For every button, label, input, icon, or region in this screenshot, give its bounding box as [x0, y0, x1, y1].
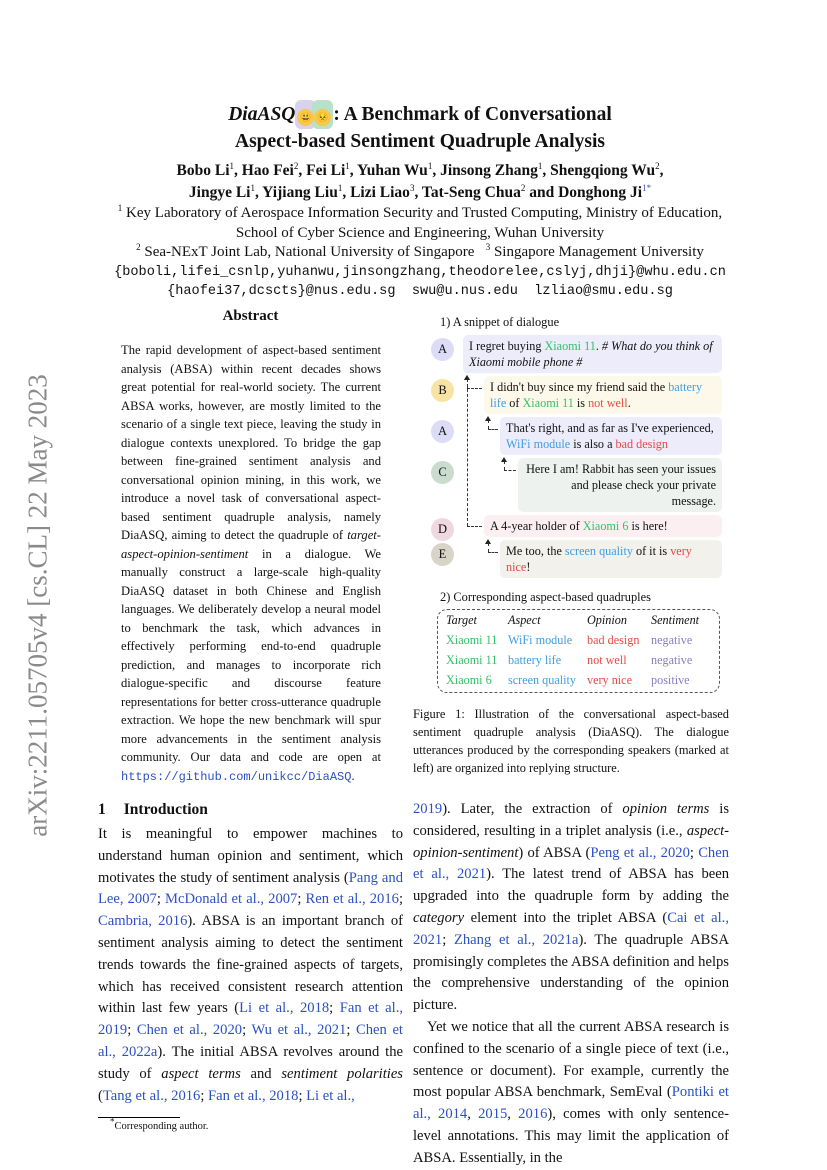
text-span: ; — [689, 844, 699, 861]
author: Fei Li$^1$ — [306, 160, 350, 179]
text-span: ). The quadruple ABSA promisingly completes the ABSA definition and helps the comprehensive understanding of the opinion picture. — [413, 931, 730, 1014]
email-line-1[interactable]: {boboli,lifei_csnlp,yuhanwu,jinsongzhang,theodorelee,cslyj,dhji}@whu.edu.cn — [114, 264, 726, 280]
aspect-term: WiFi module — [506, 437, 571, 451]
citation-link[interactable]: McDonald et al., 2007 — [165, 891, 298, 908]
text-span: is — [573, 396, 589, 410]
text-span: of — [506, 396, 523, 410]
text-span: The rapid development of aspect-based sentiment analysis (ABSA) within recent decades shows great potential for real-world society. The current ABSA works, however, are mostly limited to the scenario of a single text piece, leaving the study in dialogue contexts unexplored. To bridge the gap between fine-grained sentiment analysis and conversational opinion mining, in this work, we introduce a novel task of conversational aspect-based sentiment quadruple analysis, namely DiaASQ, aiming to detect the quadruple of — [121, 343, 381, 542]
table-cell: not well — [587, 652, 627, 667]
arrow-up-icon — [501, 457, 507, 462]
target-term: Xiaomi 11 — [522, 396, 574, 410]
citation-link[interactable]: Cai et al., 2021 — [413, 909, 729, 948]
text-span: aspect terms — [161, 1065, 241, 1082]
utterance-bubble — [463, 335, 722, 373]
paragraph — [413, 799, 729, 1017]
table-cell: negative — [651, 652, 693, 667]
citation-link[interactable]: Zhang et al., 2021a — [453, 931, 579, 948]
utterance-bubble — [500, 540, 722, 578]
text-span: Yet we notice that all the current ABSA research is confined to the scenario of a single piece of text (i.e., sentence or document). For example, currently the most popular ABSA benchmark, SemEval ( — [413, 1018, 729, 1101]
author: Hao Fei$^2$ — [241, 160, 299, 179]
email-line-2[interactable]: {haofei37,dcscts}@nus.edu.sg swu@u.nus.edu lzliao@smu.edu.sg — [167, 284, 673, 299]
text-span: category — [413, 909, 465, 926]
text-span: ; — [298, 1087, 307, 1104]
table-row — [446, 630, 711, 650]
text-span: ). Later, the extraction of — [442, 801, 623, 817]
section-heading-introduction: 1 Introduction — [98, 801, 208, 818]
text-span: . — [627, 396, 631, 410]
text-span: Me too, the — [506, 544, 565, 558]
text-span: A 4-year holder of — [490, 519, 583, 533]
author: Jinsong Zhang$^1$ — [440, 160, 543, 179]
speaker-avatar: B — [431, 379, 454, 402]
citation-link[interactable]: Fan et al., 2019 — [98, 1000, 403, 1039]
footnote: *Corresponding author. — [110, 1116, 209, 1133]
paper-header — [80, 100, 760, 302]
citation-link[interactable]: Chen et al., 2021 — [413, 844, 729, 883]
citation-link[interactable]: Fan et al., 2018 — [208, 1087, 299, 1104]
paper-title — [80, 100, 760, 154]
text-span: ; — [156, 891, 166, 908]
reply-connector — [488, 429, 498, 430]
author: Donghong $Ji^{1*}$ — [558, 182, 652, 201]
citation-link[interactable]: 2016 — [518, 1106, 548, 1123]
aspect-term: screen quality — [564, 544, 633, 558]
citation-link[interactable]: Pang and Lee, 2007 — [98, 869, 403, 908]
text-span: ). The initial ABSA revolves around the study of — [98, 1043, 403, 1082]
affiliation-2-3: $^2$ Sea-NExT Joint Lab, National University of Singapore $^3$ Singapore Management University — [136, 242, 704, 260]
citation-link[interactable]: Li et al., — [306, 1087, 355, 1104]
citation-link[interactable]: Peng et al., 2020 — [590, 844, 690, 861]
opinion-term: bad design — [615, 437, 668, 451]
text-span: ). ABSA is an important branch of sentiment analysis aiming to detect the sentiment trends towards the fine-grained aspects of targets, which has received consistent research attention within last few years ( — [98, 913, 403, 1017]
opinion-term: not well — [588, 396, 628, 410]
text-span: I didn't buy since my friend said the — [490, 380, 669, 394]
table-cell: very nice — [587, 672, 633, 687]
text-span: in a dialogue. We manually construct a large-scale high-quality DiaASQ dataset in both Chinese and English languages. We deliberately develop a neural model to benchmark the task, which advances in effectively performing end-to-end quadruple prediction, and manages to incorporate rich dialogue-specific and discourse feature representations for better cross-utterance quadruple extraction. We hope the new benchmark will spur more advancements in the sentiment analysis community. Our data and code are open at — [121, 546, 381, 764]
text-span: It is meaningful to empower machines to understand human opinion and sentiment, which motivates the study of sentiment analysis ( — [98, 826, 403, 886]
right-column-text — [413, 799, 729, 1170]
arrow-up-icon — [464, 375, 470, 380]
table-cell: positive — [651, 672, 690, 687]
arrow-up-icon — [485, 539, 491, 544]
reply-connector — [488, 552, 498, 553]
opinion-term: very nice — [506, 544, 692, 574]
author: Lizi Liao$^3$ — [350, 182, 415, 201]
column-header: Aspect — [508, 612, 541, 627]
text-span: target-aspect-opinion-sentiment — [121, 528, 381, 561]
text-span: ; — [200, 1087, 209, 1104]
text-span: . — [595, 339, 602, 353]
speaker-avatar: D — [431, 518, 454, 541]
text-span: is considered, resulting in a triplet analysis (i.e., — [413, 801, 730, 839]
utterance-bubble — [500, 417, 722, 455]
intro-paragraph-1 — [98, 824, 403, 1107]
text-span: element into the triplet ABSA ( — [464, 909, 668, 926]
reply-connector — [467, 379, 468, 526]
table-cell: negative — [651, 632, 693, 647]
author: Yuhan Wu$^1$ — [356, 160, 433, 179]
text-span: ; — [329, 1000, 340, 1017]
citation-link[interactable]: 2015 — [478, 1106, 508, 1123]
speaker-avatar: C — [431, 461, 454, 484]
table-cell: screen quality — [508, 672, 577, 687]
citation-link[interactable]: https://github.com/unikcc/DiaASQ — [121, 769, 352, 784]
table-header-row — [446, 610, 711, 630]
text-span: ; — [442, 931, 454, 948]
text-span: sentiment polarities — [281, 1065, 403, 1082]
utterance-row — [413, 417, 729, 455]
citation-link[interactable]: Ren et al., 2016 — [305, 891, 399, 908]
text-span: That's right, and as far as I've experienced, — [506, 421, 714, 435]
author: Bobo Li$^1$ — [176, 160, 235, 179]
column-header: Target — [446, 612, 477, 627]
text-span: ; — [346, 1022, 357, 1039]
paragraph — [413, 1017, 729, 1170]
abstract-text — [121, 341, 381, 786]
table-row — [446, 670, 711, 690]
reply-connector — [504, 461, 505, 470]
text-span: ( — [98, 1087, 103, 1104]
utterance-bubble — [484, 515, 722, 537]
table-cell: Xiaomi 11 — [446, 632, 498, 647]
quadruple-table — [446, 610, 711, 690]
utterance-bubble — [518, 458, 722, 512]
speaker-avatar: A — [431, 420, 454, 443]
left-column — [98, 306, 403, 1134]
utterance-bubble — [484, 376, 722, 414]
column-header: Sentiment — [651, 612, 700, 627]
utterance-row — [413, 376, 729, 414]
citation-link[interactable]: Li et al., 2018 — [239, 1000, 330, 1017]
citation-link[interactable]: Cambria, 2016 — [98, 913, 188, 930]
figure-part1-label: 1) A snippet of dialogue — [440, 315, 560, 329]
citation-link[interactable]: Wu et al., 2021 — [251, 1022, 347, 1039]
reply-connector — [467, 526, 482, 527]
utterance-row — [413, 515, 729, 537]
text-span: ! — [526, 560, 531, 574]
text-span: ; — [127, 1022, 137, 1039]
affiliation-1: $^1$ Key Laboratory of Aerospace Information Security and Trusted Computing, Ministry of Education, School of Cyber Science and Engineering, Wuhan University — [117, 203, 723, 241]
dialogue-figure — [413, 335, 729, 581]
speaker-avatar: E — [431, 543, 454, 566]
citation-link[interactable]: 2019 — [413, 801, 443, 817]
abstract-heading: Abstract — [222, 308, 279, 324]
text-span: , — [467, 1106, 479, 1123]
text-span: aspect-opinion-sentiment — [413, 822, 729, 861]
text-span: I regret buying — [469, 339, 545, 353]
figure-caption: Figure 1: Illustration of the conversational aspect-based sentiment quadruple analysis (DiaASQ). The dialogue utterances produced by the corresponding speakers (marked at left) are organized into replying structure. — [413, 707, 729, 775]
utterance-row — [413, 540, 729, 578]
logo-emoji-icon: 😃 😣 — [295, 104, 333, 125]
citation-link[interactable]: Tang et al., 2016 — [102, 1087, 201, 1104]
title-line1: : A Benchmark of Conversational — [333, 104, 612, 125]
text-span: of it is — [632, 544, 671, 558]
text-span: # What do you think of Xiaomi mobile phone # — [469, 339, 713, 369]
footnote-area — [98, 1107, 403, 1134]
arxiv-identifier[interactable]: arXiv:2211.05705v4 [cs.CL] 22 May 2023 — [22, 374, 53, 837]
citation-link[interactable]: Chen et al., 2020 — [136, 1022, 243, 1039]
table-cell: Xiaomi 11 — [446, 652, 498, 667]
figure-part2-label: 2) Corresponding aspect-based quadruples — [440, 590, 651, 604]
text-span: Here I am! Rabbit has seen your issues and please check your private message. — [526, 462, 716, 508]
title-line2: Aspect-based Sentiment Quadruple Analysis — [234, 131, 605, 152]
text-span: opinion terms — [622, 801, 710, 817]
speaker-avatar: A — [431, 338, 454, 361]
author: Shengqiong Wu$^2$ — [550, 160, 660, 179]
author: Yijiang Liu$^1$ — [262, 182, 343, 201]
text-span: ; — [398, 891, 404, 908]
utterance-row — [413, 458, 729, 512]
text-span: ), comes with only sentence-level annotations. This may limit the application of ABSA. Essentially, in the — [413, 1106, 730, 1166]
target-term: Xiaomi 11 — [544, 339, 596, 353]
arrow-up-icon — [485, 416, 491, 421]
text-span: , — [507, 1106, 519, 1123]
text-span: and — [240, 1065, 282, 1082]
right-column — [413, 314, 729, 1170]
and-text: and — [529, 184, 555, 201]
author-list: Bobo Li$^1$, Hao Fei$^2$, Fei Li$^1$, Yuhan Wu$^1$, Jinsong Zhang$^1$, Shengqiong Wu$^2$, Jingye Li$^1$, Yijiang Liu$^1$, Lizi Liao$^3$, Tat-Seng Chua$^2$ and Donghong $Ji^{1*}$ — [176, 160, 664, 201]
reply-connector — [488, 420, 489, 429]
citation-link[interactable]: Chen et al., 2022a — [98, 1022, 403, 1060]
affiliations — [80, 204, 760, 302]
reply-connector — [467, 388, 482, 389]
table-cell: WiFi module — [508, 632, 573, 647]
citation-link[interactable]: Pontiki et al., 2014 — [413, 1084, 729, 1123]
text-span: ; — [297, 891, 306, 908]
quadruple-box — [437, 609, 720, 693]
column-header: Opinion — [587, 612, 627, 627]
text-span: ; — [242, 1022, 252, 1039]
table-cell: bad design — [587, 632, 640, 647]
table-cell: battery life — [508, 652, 562, 667]
author: Jingye Li$^1$ — [188, 182, 255, 201]
text-span: . — [351, 768, 355, 783]
utterance-row — [413, 335, 729, 373]
text-span: is here! — [628, 519, 668, 533]
reply-connector — [488, 543, 489, 552]
aspect-term: battery life — [490, 380, 703, 410]
table-cell: Xiaomi 6 — [446, 672, 492, 687]
text-span: is also a — [570, 437, 616, 451]
author: Tat-Seng Chua$^2$ — [421, 182, 526, 201]
text-span: ) of ABSA ( — [518, 844, 591, 861]
reply-connector — [504, 470, 516, 471]
text-span: ). The latest trend of ABSA has been upgraded into the quadruple form by adding the — [413, 866, 729, 905]
target-term: Xiaomi 6 — [582, 519, 629, 533]
table-row — [446, 650, 711, 670]
title-name: DiaASQ — [228, 104, 296, 125]
